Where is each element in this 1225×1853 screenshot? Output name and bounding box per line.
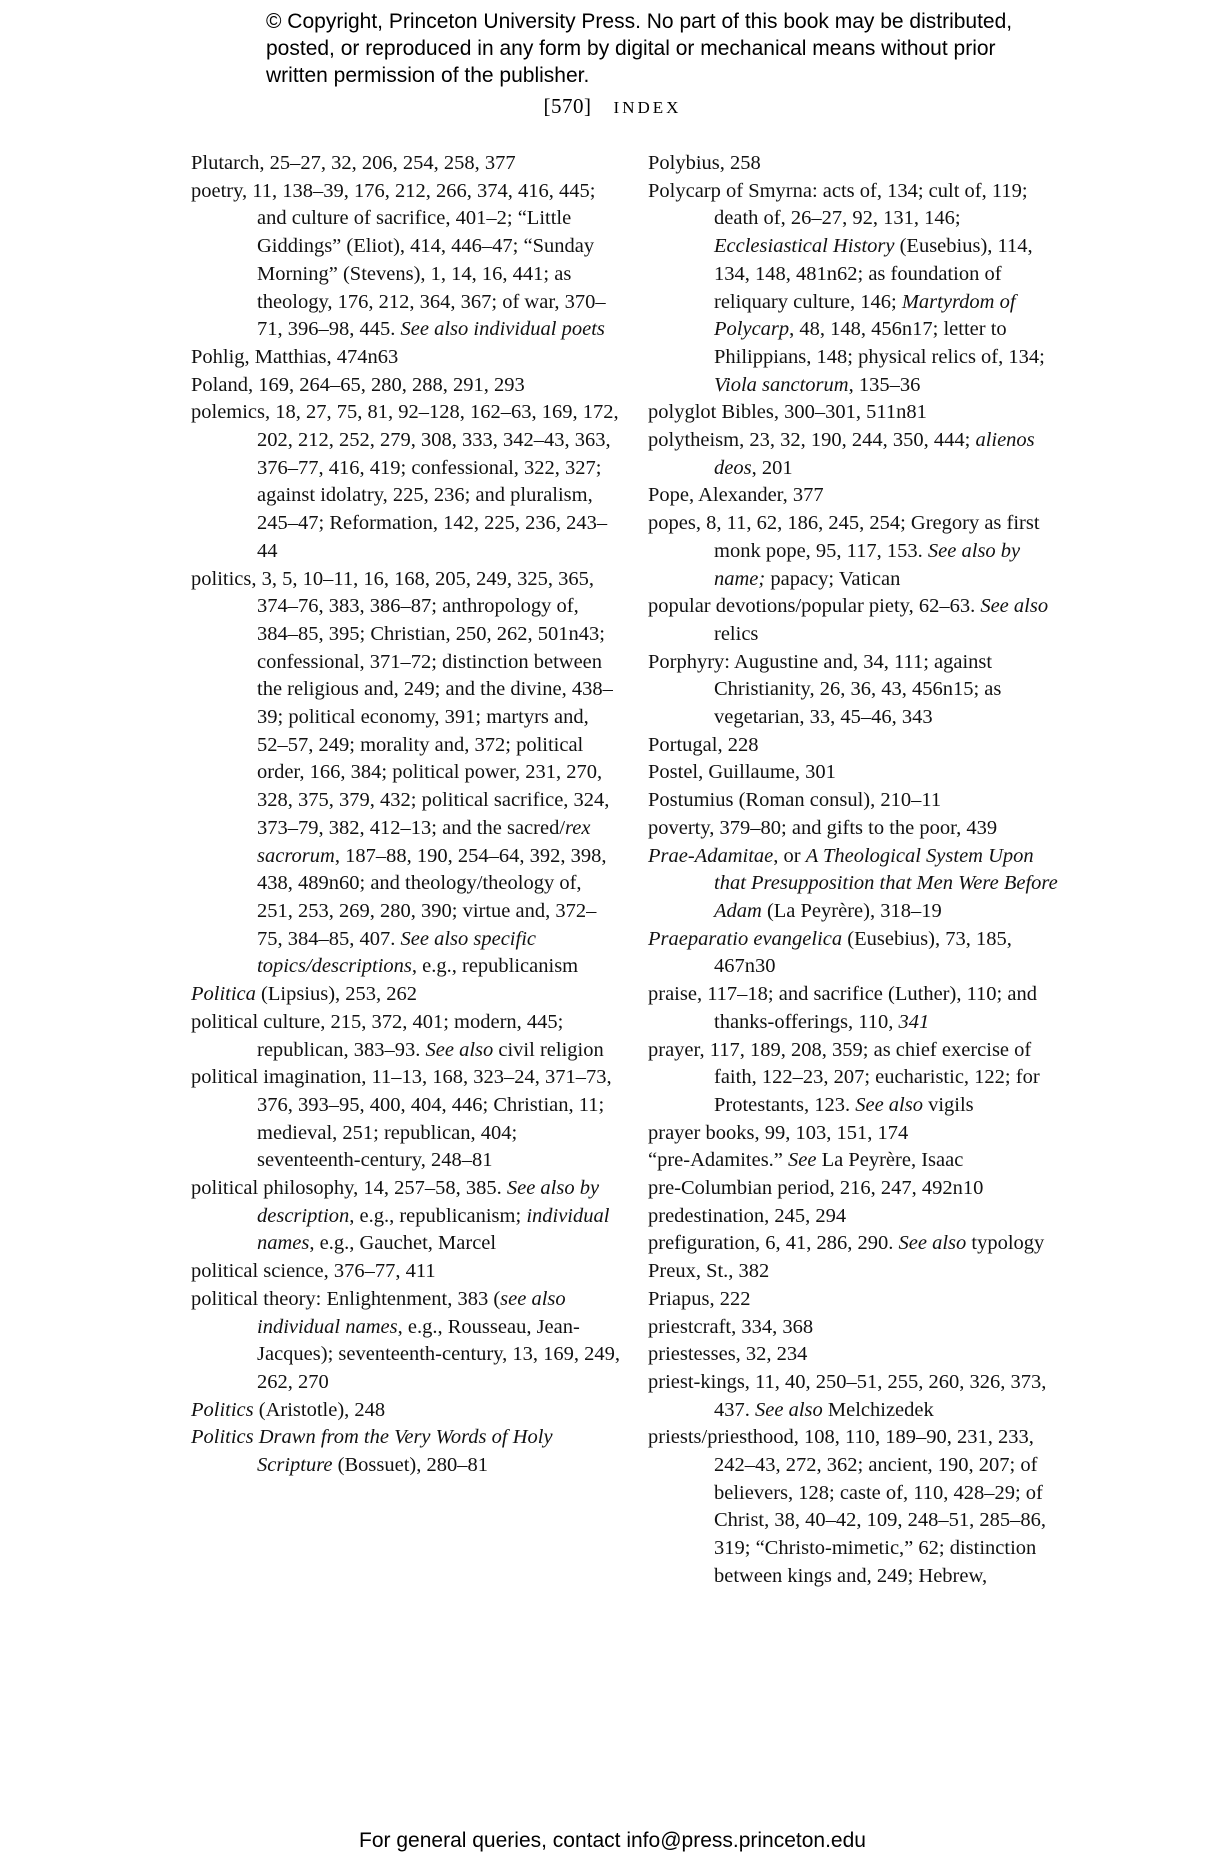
index-column-left [191,150,621,1480]
running-head [0,94,1225,119]
index-entry: Polycarp of Smyrna: acts of, 134; cult of, 119; death of, 26–27, 92, 131, 146; Ecclesiastical History (Eusebius), 114, 134, 148, 481n62; as foundation of reliquary culture, 146; Martyrdom of Polycarp, 48, 148, 456n17; letter to Philippians, 148; physical relics of, 134; Viola sanctorum, 135–36 [648,179,1045,396]
index-entry: popular devotions/popular piety, 62–63. See also relics [648,595,1049,645]
index-entry: prayer, 117, 189, 208, 359; as chief exercise of faith, 122–23, 207; eucharistic, 122; for Protestants, 123. See also vigils [648,1038,1040,1116]
index-entry: Pope, Alexander, 377 [648,484,824,507]
index-entry: Politics Drawn from the Very Words of Holy Scripture (Bossuet), 280–81 [191,1426,553,1477]
index-entry: polyglot Bibles, 300–301, 511n81 [648,401,927,424]
index-entry: priest-kings, 11, 40, 250–51, 255, 260, 326, 373, 437. See also Melchizedek [648,1370,1047,1421]
index-entry: Poland, 169, 264–65, 280, 288, 291, 293 [191,373,525,396]
index-entry: political science, 376–77, 411 [191,1260,436,1283]
index-entry: priestesses, 32, 234 [648,1343,808,1366]
index-entry: poetry, 11, 138–39, 176, 212, 266, 374, 416, 445; and culture of sacrifice, 401–2; “Little Giddings” (Eliot), 414, 446–47; “Sunday Morning” (Stevens), 1, 14, 16, 441; as theology, 176, 212, 364, 367; of war, 370–71, 396–98, 445. See also individual poets [191,179,606,341]
index-entry: Postumius (Roman consul), 210–11 [648,789,942,812]
page-number: [570] [543,94,592,118]
index-entry: prefiguration, 6, 41, 286, 290. See also typology [648,1232,1045,1255]
index-entry: political culture, 215, 372, 401; modern, 445; republican, 383–93. See also civil religion [191,1010,604,1061]
index-entry: Plutarch, 25–27, 32, 206, 254, 258, 377 [191,152,516,174]
index-entry: Postel, Guillaume, 301 [648,761,836,784]
index-entry: “pre-Adamites.” See La Peyrère, Isaac [648,1149,964,1172]
index-entry: Portugal, 228 [648,733,759,756]
index-entry: Priapus, 222 [648,1287,751,1310]
index-entry: Preux, St., 382 [648,1260,770,1283]
index-entry: Porphyry: Augustine and, 34, 111; against Christianity, 26, 36, 43, 456n15; as vegetarian, 33, 45–46, 343 [648,650,1002,729]
index-entry: priests/priesthood, 108, 110, 189–90, 231, 233, 242–43, 272, 362; ancient, 190, 207; of believers, 128; caste of, 110, 428–29; of Christ, 38, 40–42, 109, 248–51, 285–86, 319; “Christo-mimetic,” 62; distinction between kings and, 249; Hebrew, [648,1426,1046,1587]
index-entry: Politica (Lipsius), 253, 262 [191,983,418,1006]
contact-footer: For general queries, contact info@press.princeton.edu [359,1829,866,1852]
index-entry: popes, 8, 11, 62, 186, 245, 254; Gregory as first monk pope, 95, 117, 153. See also by name; papacy; Vatican [648,512,1040,590]
index-entry: polemics, 18, 27, 75, 81, 92–128, 162–63, 169, 172, 202, 212, 252, 279, 308, 333, 342–43, 363, 376–77, 416, 419; confessional, 322, 327; against idolatry, 225, 236; and pluralism, 245–47; Reformation, 142, 225, 236, 243–44 [191,401,619,562]
index-entry: politics, 3, 5, 10–11, 16, 168, 205, 249, 325, 365, 374–76, 383, 386–87; anthropology of, 384–85, 395; Christian, 250, 262, 501n43; confessional, 371–72; distinction between the religious and, 249; and the divine, 438–39; political economy, 391; martyrs and, 52–57, 249; morality and, 372; political order, 166, 384; political power, 231, 270, 328, 375, 379, 432; political sacrifice, 324, 373–79, 382, 412–13; and the sacred/rex sacrorum, 187–88, 190, 254–64, 392, 398, 438, 489n60; and theology/theology of, 251, 253, 269, 280, 390; virtue and, 372–75, 384–85, 407. See also specific topics/descriptions, e.g., republicanism [191,567,613,978]
index-entry: Pohlig, Matthias, 474n63 [191,345,399,368]
copyright-notice: © Copyright, Princeton University Press. No part of this book may be distributed, posted, or reproduced in any form by digital or mechanical means without prior written permission of the publisher. [266,10,1013,87]
index-entry: predestination, 245, 294 [648,1204,847,1227]
index-entry: Praeparatio evangelica (Eusebius), 73, 185, 467n30 [648,927,1012,978]
index-entry: Polybius, 258 [648,152,761,174]
index-entry: political theory: Enlightenment, 383 (see also individual names, e.g., Rousseau, Jean-Jacques); seventeenth-century, 13, 169, 249, 262, 270 [191,1287,621,1393]
index-entry: political imagination, 11–13, 168, 323–24, 371–73, 376, 393–95, 400, 404, 446; Christian, 11; medieval, 251; republican, 404; seventeenth-century, 248–81 [191,1066,612,1172]
index-entry: priestcraft, 334, 368 [648,1315,814,1338]
section-title: INDEX [613,98,682,117]
index-entry: pre-Columbian period, 216, 247, 492n10 [648,1177,984,1200]
index-entry: political philosophy, 14, 257–58, 385. See also by description, e.g., republicanism; individual names, e.g., Gauchet, Marcel [191,1177,610,1255]
index-entry: polytheism, 23, 32, 190, 244, 350, 444; alienos deos, 201 [648,429,1035,479]
index-entry: Politics (Aristotle), 248 [191,1398,386,1421]
index-entry: poverty, 379–80; and gifts to the poor, 439 [648,816,998,839]
index-column-right [648,150,1068,1591]
index-entry: praise, 117–18; and sacrifice (Luther), 110; and thanks-offerings, 110, 341 [648,983,1037,1033]
index-entry: Prae-Adamitae, or A Theological System Upon that Presupposition that Men Were Before Adam (La Peyrère), 318–19 [648,844,1058,922]
index-entry: prayer books, 99, 103, 151, 174 [648,1121,909,1144]
